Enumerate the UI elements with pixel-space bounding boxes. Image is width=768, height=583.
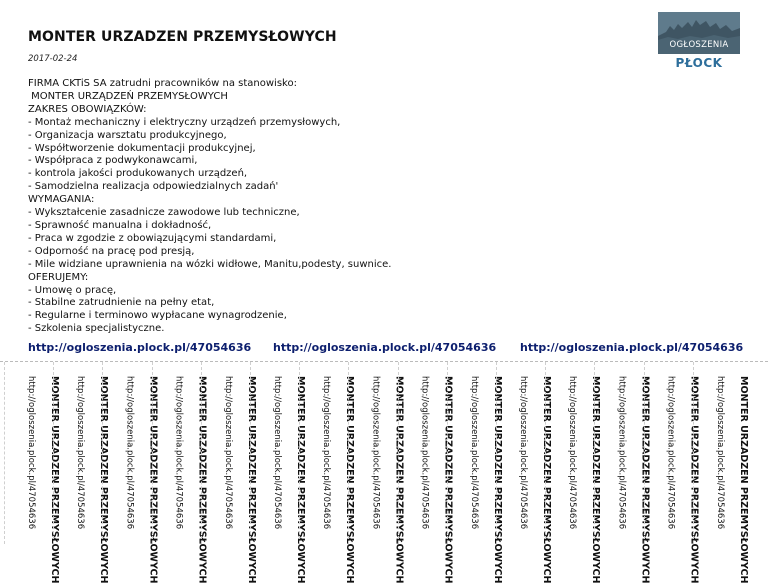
tab-title: MONTER URZADZEN PRZEMYSŁOWYCH: [147, 376, 159, 583]
tear-off-tab: [102, 362, 159, 583]
site-logo[interactable]: [658, 12, 740, 70]
tab-url: http://ogloszenia.plock.pl/47054636: [518, 376, 528, 530]
tab-url: http://ogloszenia.plock.pl/47054636: [714, 376, 725, 530]
tab-title: MONTER URZADZEN PRZEMYSŁOWYCH: [590, 376, 602, 583]
tab-url: http://ogloszenia.plock.pl/47054636: [321, 376, 332, 530]
tab-title: MONTER URZADZEN PRZEMYSŁOWYCH: [49, 376, 60, 583]
tab-url: http://ogloszenia.plock.pl/47054636: [173, 376, 184, 530]
tab-title: MONTER URZADZEN PRZEMYSŁOWYCH: [639, 376, 651, 583]
tab-url: http://ogloszenia.plock.pl/47054636: [419, 376, 430, 530]
logo-line2: PŁOCK: [675, 56, 723, 70]
tab-title: MONTER URZADZEN PRZEMYSŁOWYCH: [541, 376, 552, 583]
tab-title: MONTER URZADZEN PRZEMYSŁOWYCH: [98, 376, 110, 583]
ad-link-1[interactable]: http://ogloszenia.plock.pl/47054636: [28, 341, 252, 354]
tear-off-strips: [0, 361, 768, 583]
tear-off-tab: [447, 362, 503, 583]
tear-off-tab: [348, 362, 405, 583]
tear-off-tab: [644, 362, 700, 583]
tab-title: MONTER URZADZEN PRZEMYSŁOWYCH: [344, 376, 356, 583]
tab-title: MONTER URZADZEN PRZEMYSŁOWYCH: [442, 376, 454, 583]
ad-link-2[interactable]: http://ogloszenia.plock.pl/47054636: [273, 341, 497, 354]
tear-off-tab: [398, 362, 454, 583]
tab-url: http://ogloszenia.plock.pl/47054636: [468, 376, 479, 530]
tab-url: http://ogloszenia.plock.pl/47054636: [665, 376, 676, 530]
tear-off-tab: [693, 362, 749, 583]
tab-title: MONTER URZADZEN PRZEMYSŁOWYCH: [245, 376, 257, 583]
tear-off-tab: [496, 362, 552, 583]
tear-off-tab: [299, 362, 356, 583]
tab-title: MONTER URZADZEN PRZEMYSŁOWYCH: [295, 376, 306, 583]
tear-off-tab: [250, 362, 306, 583]
ad-date: 2017-02-24: [28, 54, 78, 64]
tear-off-tab: [545, 362, 602, 583]
tab-url: http://ogloszenia.plock.pl/47054636: [75, 376, 86, 530]
tab-title: MONTER URZADZEN PRZEMYSŁOWYCH: [196, 376, 208, 583]
tab-url: http://ogloszenia.plock.pl/47054636: [26, 376, 36, 530]
tab-url: http://ogloszenia.plock.pl/47054636: [616, 376, 627, 530]
ad-body: FIRMA CKTiS SA zatrudni pracowników na stanowisko: MONTER URZĄDZEŃ PRZEMYSŁOWYCH ZAKRES OBOWIĄZKÓW: - Montaż mechaniczny i elektryczny urządzeń przemysłowych, - Organizacja warsztatu produkcyjnego, - Współtworzenie dokumentacji produkcyjnej, - Współpraca z podwykonawcami, - kontrola jakości produkowanych urządzeń, - Samodzielna realizacja odpowiedzialnych zadań' WYMAGANIA: - Wykształcenie zasadnicze zawodowe lub techniczne, - Sprawność manualna i dokładność, - Praca w zgodzie z obowiązującymi standardami, - Odporność na pracę pod presją, - Mile widziane uprawnienia na wózki widłowe, Manitu,podesty, suwnice. OFERUJEMY: - Umowę o pracę, - Stabilne zatrudnienie na pełny etat, - Regularne i terminowo wypłacane wynagrodzenie, - Szkolenia specjalistyczne.: [28, 78, 392, 335]
tab-title: MONTER URZADZEN PRZEMYSŁOWYCH: [737, 376, 749, 583]
tear-off-tab: [53, 362, 110, 583]
tab-url: http://ogloszenia.plock.pl/47054636: [567, 376, 578, 530]
ad-link-3[interactable]: http://ogloszenia.plock.pl/47054636: [520, 341, 744, 354]
tab-title: MONTER URZADZEN PRZEMYSŁOWYCH: [393, 376, 405, 583]
logo-box: [658, 12, 740, 54]
tear-off-tab: [201, 362, 257, 583]
tab-title: MONTER URZADZEN PRZEMYSŁOWYCH: [491, 376, 503, 583]
tab-url: http://ogloszenia.plock.pl/47054636: [124, 376, 135, 530]
tear-off-tab: [4, 362, 60, 583]
logo-line1: OGŁOSZENIA: [669, 40, 729, 50]
ad-title: MONTER URZADZEN PRZEMYSŁOWYCH: [28, 29, 337, 45]
tab-title: MONTER URZADZEN PRZEMYSŁOWYCH: [688, 376, 700, 583]
tab-url: http://ogloszenia.plock.pl/47054636: [222, 376, 233, 530]
tear-off-tab: [152, 362, 208, 583]
tear-off-tab: [594, 362, 651, 583]
tab-url: http://ogloszenia.plock.pl/47054636: [370, 376, 381, 530]
tab-url: http://ogloszenia.plock.pl/47054636: [272, 376, 282, 530]
